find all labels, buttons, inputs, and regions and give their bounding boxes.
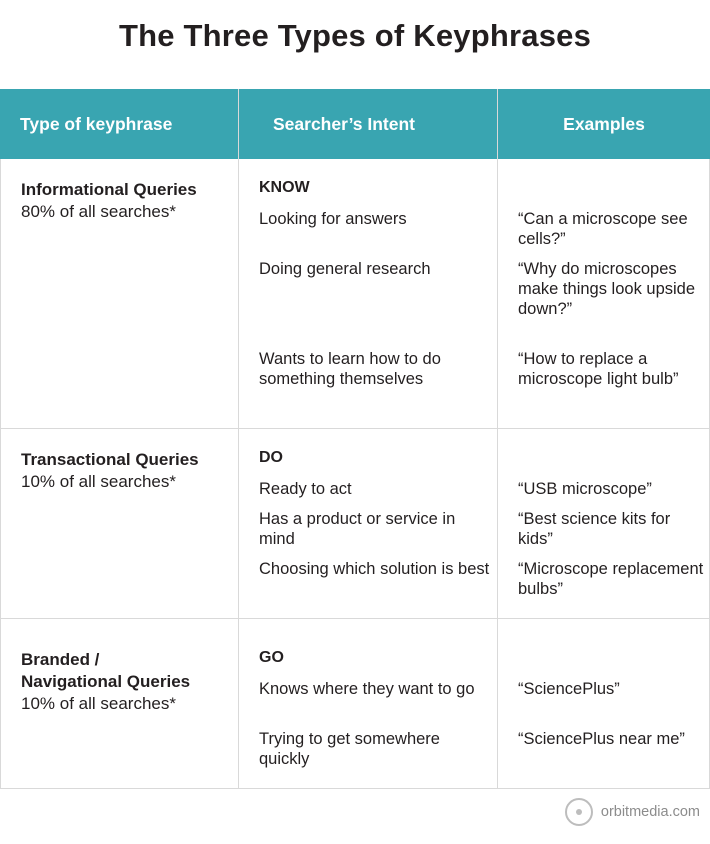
page-title: The Three Types of Keyphrases: [118, 18, 592, 53]
example-item: “SciencePlus”: [518, 680, 620, 698]
query-name: Navigational Queries: [21, 672, 191, 691]
table-header: [0, 89, 710, 159]
orbit-logo-icon: [565, 798, 593, 826]
type-cell: [0, 429, 239, 618]
example-item: “Best science kits for kids”: [518, 510, 671, 548]
query-share: 10% of all searches*: [21, 472, 176, 491]
example-item: “Can a microscope see cells?”: [518, 210, 688, 248]
intent-item: Wants to learn how to do something themselves: [259, 350, 441, 388]
examples-cell: [498, 619, 710, 788]
example-item: “Why do microscopes make things look upside down?”: [518, 260, 696, 318]
example-item: “How to replace a microscope light bulb”: [518, 350, 679, 388]
intent-cell: [239, 159, 498, 428]
brand-text: orbitmedia.com: [600, 804, 700, 820]
header-type: Type of keyphrase: [0, 89, 239, 159]
example-item: “USB microscope”: [518, 480, 652, 498]
intent-heading: KNOW: [259, 179, 310, 196]
intent-heading: GO: [259, 649, 284, 666]
query-share: 80% of all searches*: [21, 202, 176, 221]
intent-item: Looking for answers: [259, 210, 407, 228]
query-name: Informational Queries: [21, 180, 197, 199]
type-cell: [0, 619, 239, 788]
table-row: [0, 429, 710, 619]
intent-item: Choosing which solution is best: [259, 560, 490, 578]
brand-mark: [565, 798, 700, 826]
table-row: [0, 619, 710, 789]
examples-cell: [498, 429, 710, 618]
examples-cell: [498, 159, 710, 428]
example-item: “SciencePlus near me”: [518, 730, 685, 748]
table-row: [0, 159, 710, 429]
keyphrase-table: [0, 89, 710, 789]
query-name: Transactional Queries: [21, 450, 199, 469]
intent-cell: [239, 429, 498, 618]
example-item: “Microscope replacement bulbs”: [518, 560, 704, 598]
intent-heading: DO: [259, 449, 283, 466]
query-share: 10% of all searches*: [21, 694, 176, 713]
header-examples: Examples: [563, 113, 645, 134]
intent-item: Has a product or service in mind: [259, 510, 456, 548]
header-intent: Searcher’s Intent: [239, 89, 498, 159]
intent-item: Knows where they want to go: [259, 680, 475, 698]
intent-cell: [239, 619, 498, 788]
intent-item: Ready to act: [259, 480, 352, 498]
query-name: Branded /: [21, 650, 100, 669]
type-cell: [0, 159, 239, 428]
intent-item: Trying to get somewhere quickly: [259, 730, 440, 768]
intent-item: Doing general research: [259, 260, 431, 278]
